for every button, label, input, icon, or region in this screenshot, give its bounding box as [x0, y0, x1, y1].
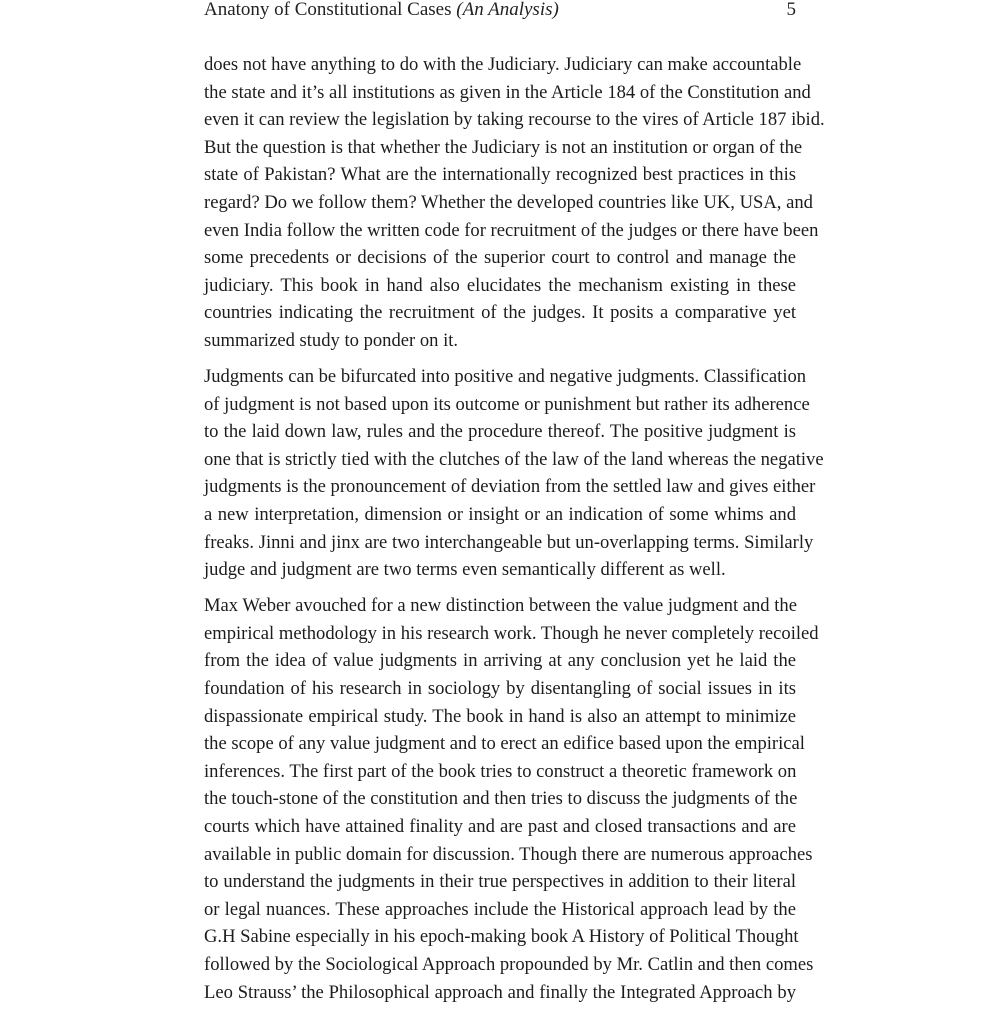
text-line: countries indicating the recruitment of the judges. It posits a comparative yet: [204, 302, 796, 324]
text-line: G.H Sabine especially in his epoch-making book A History of Political Thought: [204, 926, 799, 948]
paragraph-max-weber: [204, 592, 819, 1006]
text-line: the state and it’s all institutions as given in the Article 184 of the Constitution and: [204, 81, 811, 103]
text-line: to the laid down law, rules and the procedure thereof. The positive judgment is: [204, 421, 796, 443]
book-subtitle: (An Analysis): [456, 0, 559, 20]
paragraph-judgments: [204, 363, 824, 584]
text-line: a new interpretation, dimension or insight or an indication of some whims and: [204, 504, 796, 525]
text-line: But the question is that whether the Judiciary is not an institution or organ of the: [204, 136, 803, 158]
running-head: [204, 0, 796, 22]
text-line: even it can review the legislation by taking recourse to the vires of Article 187 ibid.: [204, 109, 825, 131]
text-line: regard? Do we follow them? Whether the developed countries like UK, USA, and: [204, 191, 813, 213]
text-line: dispassionate empirical study. The book in hand is also an attempt to minimize: [204, 705, 796, 727]
text-line: Judgments can be bifurcated into positive and negative judgments. Classification: [204, 366, 807, 388]
text-line: to understand the judgments in their true perspectives in addition to their literal: [204, 871, 796, 893]
text-line: even India follow the written code for recruitment of the judges or there have been: [204, 219, 819, 241]
body-text: [204, 51, 825, 1015]
text-line: Leo Strauss’ the Philosophical approach and finally the Integrated Approach by: [204, 981, 796, 1003]
text-line: the scope of any value judgment and to erect an edifice based upon the empirical: [204, 733, 805, 755]
text-line: some precedents or decisions of the superior court to control and manage the: [204, 247, 796, 269]
text-line: judge and judgment are two terms even semantically different as well.: [204, 559, 726, 581]
text-line: does not have anything to do with the Judiciary. Judiciary can make accountable: [204, 54, 802, 75]
running-head-title: [204, 0, 559, 22]
text-line: judgments is the pronouncement of deviation from the settled law and gives either: [204, 476, 816, 498]
text-line: Max Weber avouched for a new distinction between the value judgment and the: [204, 595, 797, 617]
text-line: judiciary. This book in hand also elucidates the mechanism existing in these: [204, 274, 796, 296]
text-line: freaks. Jinni and jinx are two interchangeable but un-overlapping terms. Similarly: [204, 531, 814, 553]
text-line: available in public domain for discussion. Though there are numerous approaches: [204, 843, 813, 865]
book-title: Anatony of Constitutional Cases: [204, 0, 452, 20]
text-line: followed by the Sociological Approach propounded by Mr. Catlin and then comes: [204, 954, 814, 975]
paragraph-recruitment: [204, 51, 825, 355]
text-line: foundation of his research in sociology by disentangling of social issues in its: [204, 678, 796, 700]
text-line: from the idea of value judgments in arriving at any conclusion yet he laid the: [204, 650, 796, 672]
page-number: 5: [786, 0, 796, 20]
text-line: of judgment is not based upon its outcome or punishment but rather its adherence: [204, 393, 810, 415]
text-line: the touch-stone of the constitution and then tries to discuss the judgments of the: [204, 788, 798, 810]
text-line: empirical methodology in his research work. Though he never completely recoiled: [204, 622, 819, 644]
text-line: one that is strictly tied with the clutches of the law of the land whereas the negative: [204, 448, 824, 470]
text-line: inferences. The first part of the book tries to construct a theoretic framework on: [204, 760, 797, 782]
text-line: state of Pakistan? What are the internationally recognized best practices in this: [204, 164, 796, 186]
text-line: summarized study to ponder on it.: [204, 329, 459, 351]
text-line: or legal nuances. These approaches include the Historical approach lead by the: [204, 898, 796, 920]
text-line: courts which have attained finality and are past and closed transactions and are: [204, 816, 796, 838]
